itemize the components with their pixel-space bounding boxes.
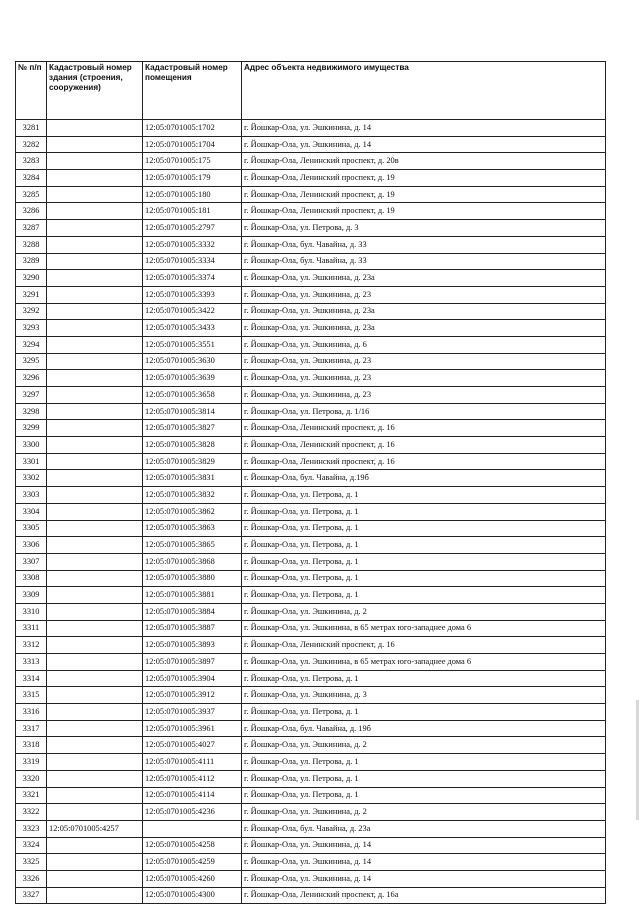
table-row: [16, 336, 606, 353]
address: г. Йошкар-Ола, ул. Эшкинина, д. 23а: [242, 320, 606, 337]
premises-cadastral: 12:05:0701005:3880: [143, 570, 242, 587]
premises-cadastral: 12:05:0701005:3551: [143, 336, 242, 353]
premises-cadastral: 12:05:0701005:3639: [143, 370, 242, 387]
row-index: 3309: [16, 587, 47, 604]
table-row: [16, 136, 606, 153]
address: г. Йошкар-Ола, ул. Петрова, д. 1: [242, 570, 606, 587]
building-cadastral: [47, 303, 143, 320]
table-row: [16, 570, 606, 587]
building-cadastral: [47, 670, 143, 687]
building-cadastral: [47, 570, 143, 587]
building-cadastral: [47, 286, 143, 303]
header-index: № п/п: [16, 62, 47, 120]
premises-cadastral: 12:05:0701005:3904: [143, 670, 242, 687]
row-index: 3324: [16, 837, 47, 854]
row-index: 3291: [16, 286, 47, 303]
table-row: [16, 270, 606, 287]
building-cadastral: [47, 437, 143, 454]
building-cadastral: [47, 186, 143, 203]
premises-cadastral: 12:05:0701005:3829: [143, 453, 242, 470]
address: г. Йошкар-Ола, Ленинский проспект, д. 20в: [242, 153, 606, 170]
table-row: [16, 220, 606, 237]
building-cadastral: [47, 420, 143, 437]
address: г. Йошкар-Ола, Ленинский проспект, д. 19: [242, 203, 606, 220]
address: г. Йошкар-Ола, ул. Эшкинина, д. 2: [242, 804, 606, 821]
address: г. Йошкар-Ола, ул. Петрова, д. 1: [242, 770, 606, 787]
table-row: [16, 286, 606, 303]
table-row: [16, 620, 606, 637]
premises-cadastral: 12:05:0701005:4112: [143, 770, 242, 787]
table-row: [16, 670, 606, 687]
premises-cadastral: 12:05:0701005:3332: [143, 236, 242, 253]
address: г. Йошкар-Ола, ул. Петрова, д. 1: [242, 670, 606, 687]
address: г. Йошкар-Ола, ул. Эшкинина, д. 2: [242, 737, 606, 754]
table-row: [16, 754, 606, 771]
building-cadastral: [47, 470, 143, 487]
address: г. Йошкар-Ола, Ленинский проспект, д. 19: [242, 186, 606, 203]
table-row: [16, 704, 606, 721]
building-cadastral: [47, 804, 143, 821]
building-cadastral: [47, 253, 143, 270]
address: г. Йошкар-Ола, ул. Петрова, д. 1: [242, 704, 606, 721]
row-index: 3322: [16, 804, 47, 821]
row-index: 3285: [16, 186, 47, 203]
premises-cadastral: [143, 820, 242, 837]
premises-cadastral: 12:05:0701005:3863: [143, 520, 242, 537]
premises-cadastral: 12:05:0701005:181: [143, 203, 242, 220]
table-row: [16, 537, 606, 554]
table-row: [16, 637, 606, 654]
premises-cadastral: 12:05:0701005:3658: [143, 387, 242, 404]
premises-cadastral: 12:05:0701005:179: [143, 170, 242, 187]
table-row: [16, 487, 606, 504]
building-cadastral: [47, 120, 143, 137]
row-index: 3289: [16, 253, 47, 270]
header-building-cadastral: Кадастровый номер здания (строения, сооружения): [47, 62, 143, 120]
address: г. Йошкар-Ола, Ленинский проспект, д. 16: [242, 420, 606, 437]
address: г. Йошкар-Ола, ул. Эшкинина, д. 23: [242, 370, 606, 387]
row-index: 3326: [16, 870, 47, 887]
building-cadastral: [47, 520, 143, 537]
row-index: 3282: [16, 136, 47, 153]
premises-cadastral: 12:05:0701005:175: [143, 153, 242, 170]
row-index: 3299: [16, 420, 47, 437]
building-cadastral: [47, 837, 143, 854]
address: г. Йошкар-Ола, ул. Эшкинина, д. 23а: [242, 303, 606, 320]
building-cadastral: [47, 370, 143, 387]
address: г. Йошкар-Ола, ул. Эшкинина, д. 23а: [242, 270, 606, 287]
row-index: 3307: [16, 553, 47, 570]
address: г. Йошкар-Ола, ул. Эшкинина, д. 14: [242, 854, 606, 871]
building-cadastral: [47, 587, 143, 604]
premises-cadastral: 12:05:0701005:3433: [143, 320, 242, 337]
table-row: [16, 120, 606, 137]
building-cadastral: [47, 754, 143, 771]
premises-cadastral: 12:05:0701005:3393: [143, 286, 242, 303]
address: г. Йошкар-Ола, ул. Петрова, д. 1: [242, 553, 606, 570]
row-index: 3286: [16, 203, 47, 220]
table-row: [16, 186, 606, 203]
premises-cadastral: 12:05:0701005:3961: [143, 720, 242, 737]
premises-cadastral: 12:05:0701005:3832: [143, 487, 242, 504]
premises-cadastral: 12:05:0701005:4027: [143, 737, 242, 754]
row-index: 3325: [16, 854, 47, 871]
address: г. Йошкар-Ола, ул. Эшкинина, в 65 метрах юго-западнее дома 6: [242, 620, 606, 637]
premises-cadastral: 12:05:0701005:3422: [143, 303, 242, 320]
table-row: [16, 870, 606, 887]
table-row: [16, 437, 606, 454]
address: г. Йошкар-Ола, бул. Чавайна, д.19б: [242, 470, 606, 487]
table-header: [16, 62, 606, 120]
row-index: 3298: [16, 403, 47, 420]
address: г. Йошкар-Ола, Ленинский проспект, д. 16: [242, 453, 606, 470]
table-row: [16, 737, 606, 754]
building-cadastral: [47, 203, 143, 220]
premises-cadastral: 12:05:0701005:3884: [143, 603, 242, 620]
premises-cadastral: 12:05:0701005:180: [143, 186, 242, 203]
header-address: Адрес объекта недвижимого имущества: [242, 62, 606, 120]
address: г. Йошкар-Ола, ул. Петрова, д. 1: [242, 520, 606, 537]
building-cadastral: [47, 503, 143, 520]
table-row: [16, 236, 606, 253]
building-cadastral: [47, 787, 143, 804]
row-index: 3288: [16, 236, 47, 253]
row-index: 3323: [16, 820, 47, 837]
table-row: [16, 603, 606, 620]
address: г. Йошкар-Ола, ул. Эшкинина, д. 23: [242, 286, 606, 303]
address: г. Йошкар-Ола, ул. Эшкинина, д. 14: [242, 120, 606, 137]
building-cadastral: [47, 336, 143, 353]
row-index: 3317: [16, 720, 47, 737]
premises-cadastral: 12:05:0701005:4259: [143, 854, 242, 871]
premises-cadastral: 12:05:0701005:1702: [143, 120, 242, 137]
premises-cadastral: 12:05:0701005:3862: [143, 503, 242, 520]
table-row: [16, 503, 606, 520]
table-row: [16, 804, 606, 821]
table-row: [16, 303, 606, 320]
table-row: [16, 387, 606, 404]
table-row: [16, 353, 606, 370]
row-index: 3303: [16, 487, 47, 504]
premises-cadastral: 12:05:0701005:3912: [143, 687, 242, 704]
premises-cadastral: 12:05:0701005:4300: [143, 887, 242, 904]
premises-cadastral: 12:05:0701005:4258: [143, 837, 242, 854]
row-index: 3313: [16, 654, 47, 671]
building-cadastral: [47, 704, 143, 721]
building-cadastral: [47, 236, 143, 253]
address: г. Йошкар-Ола, ул. Эшкинина, д. 3: [242, 687, 606, 704]
building-cadastral: [47, 487, 143, 504]
premises-cadastral: 12:05:0701005:3374: [143, 270, 242, 287]
premises-cadastral: 12:05:0701005:3893: [143, 637, 242, 654]
address: г. Йошкар-Ола, бул. Чавайна, д. 33: [242, 236, 606, 253]
row-index: 3311: [16, 620, 47, 637]
address: г. Йошкар-Ола, Ленинский проспект, д. 16а: [242, 887, 606, 904]
address: г. Йошкар-Ола, Ленинский проспект, д. 19: [242, 170, 606, 187]
address: г. Йошкар-Ола, ул. Петрова, д. 1/16: [242, 403, 606, 420]
row-index: 3294: [16, 336, 47, 353]
building-cadastral: [47, 720, 143, 737]
row-index: 3310: [16, 603, 47, 620]
row-index: 3316: [16, 704, 47, 721]
address: г. Йошкар-Ола, бул. Чавайна, д. 33: [242, 253, 606, 270]
address: г. Йошкар-Ола, Ленинский проспект, д. 16: [242, 437, 606, 454]
building-cadastral: [47, 270, 143, 287]
table-row: [16, 253, 606, 270]
building-cadastral: [47, 637, 143, 654]
header-row: [16, 62, 606, 120]
address: г. Йошкар-Ола, ул. Петрова, д. 1: [242, 487, 606, 504]
building-cadastral: [47, 737, 143, 754]
premises-cadastral: 12:05:0701005:4111: [143, 754, 242, 771]
table-row: [16, 203, 606, 220]
building-cadastral: [47, 603, 143, 620]
address: г. Йошкар-Ола, Ленинский проспект, д. 16: [242, 637, 606, 654]
row-index: 3304: [16, 503, 47, 520]
table-row: [16, 887, 606, 904]
premises-cadastral: 12:05:0701005:3897: [143, 654, 242, 671]
premises-cadastral: 12:05:0701005:3814: [143, 403, 242, 420]
address: г. Йошкар-Ола, ул. Эшкинина, д. 2: [242, 603, 606, 620]
row-index: 3319: [16, 754, 47, 771]
row-index: 3301: [16, 453, 47, 470]
premises-cadastral: 12:05:0701005:3831: [143, 470, 242, 487]
row-index: 3290: [16, 270, 47, 287]
table-row: [16, 320, 606, 337]
premises-cadastral: 12:05:0701005:3334: [143, 253, 242, 270]
address: г. Йошкар-Ола, ул. Эшкинина, д. 6: [242, 336, 606, 353]
address: г. Йошкар-Ола, бул. Чавайна, д. 23а: [242, 820, 606, 837]
row-index: 3300: [16, 437, 47, 454]
row-index: 3293: [16, 320, 47, 337]
row-index: 3320: [16, 770, 47, 787]
premises-cadastral: 12:05:0701005:3865: [143, 537, 242, 554]
table-row: [16, 520, 606, 537]
row-index: 3315: [16, 687, 47, 704]
row-index: 3312: [16, 637, 47, 654]
table-row: [16, 770, 606, 787]
table-row: [16, 587, 606, 604]
address: г. Йошкар-Ола, ул. Петрова, д. 1: [242, 587, 606, 604]
premises-cadastral: 12:05:0701005:3881: [143, 587, 242, 604]
address: г. Йошкар-Ола, ул. Эшкинина, д. 14: [242, 870, 606, 887]
address: г. Йошкар-Ола, ул. Эшкинина, д. 14: [242, 136, 606, 153]
premises-cadastral: 12:05:0701005:4260: [143, 870, 242, 887]
building-cadastral: [47, 136, 143, 153]
property-registry-table: [15, 61, 606, 904]
address: г. Йошкар-Ола, ул. Петрова, д. 1: [242, 537, 606, 554]
row-index: 3284: [16, 170, 47, 187]
row-index: 3297: [16, 387, 47, 404]
building-cadastral: [47, 870, 143, 887]
premises-cadastral: 12:05:0701005:4236: [143, 804, 242, 821]
row-index: 3308: [16, 570, 47, 587]
table-body: [16, 120, 606, 904]
building-cadastral: 12:05:0701005:4257: [47, 820, 143, 837]
building-cadastral: [47, 220, 143, 237]
premises-cadastral: 12:05:0701005:3937: [143, 704, 242, 721]
address: г. Йошкар-Ола, ул. Петрова, д. 3: [242, 220, 606, 237]
row-index: 3296: [16, 370, 47, 387]
table-row: [16, 787, 606, 804]
premises-cadastral: 12:05:0701005:3887: [143, 620, 242, 637]
building-cadastral: [47, 403, 143, 420]
premises-cadastral: 12:05:0701005:2797: [143, 220, 242, 237]
table-row: [16, 820, 606, 837]
building-cadastral: [47, 153, 143, 170]
table-row: [16, 370, 606, 387]
row-index: 3287: [16, 220, 47, 237]
building-cadastral: [47, 320, 143, 337]
premises-cadastral: 12:05:0701005:4114: [143, 787, 242, 804]
table-row: [16, 453, 606, 470]
row-index: 3302: [16, 470, 47, 487]
row-index: 3306: [16, 537, 47, 554]
table-row: [16, 420, 606, 437]
row-index: 3321: [16, 787, 47, 804]
premises-cadastral: 12:05:0701005:3827: [143, 420, 242, 437]
table-row: [16, 854, 606, 871]
premises-cadastral: 12:05:0701005:3828: [143, 437, 242, 454]
header-premises-cadastral: Кадастровый номер помещения: [143, 62, 242, 120]
address: г. Йошкар-Ола, ул. Петрова, д. 1: [242, 787, 606, 804]
building-cadastral: [47, 553, 143, 570]
row-index: 3327: [16, 887, 47, 904]
building-cadastral: [47, 687, 143, 704]
row-index: 3295: [16, 353, 47, 370]
table-row: [16, 720, 606, 737]
table-row: [16, 687, 606, 704]
building-cadastral: [47, 887, 143, 904]
table-row: [16, 553, 606, 570]
table-row: [16, 470, 606, 487]
row-index: 3292: [16, 303, 47, 320]
row-index: 3283: [16, 153, 47, 170]
table-row: [16, 170, 606, 187]
row-index: 3281: [16, 120, 47, 137]
building-cadastral: [47, 854, 143, 871]
row-index: 3314: [16, 670, 47, 687]
building-cadastral: [47, 654, 143, 671]
address: г. Йошкар-Ола, ул. Эшкинина, д. 23: [242, 387, 606, 404]
premises-cadastral: 12:05:0701005:3630: [143, 353, 242, 370]
address: г. Йошкар-Ола, ул. Петрова, д. 1: [242, 754, 606, 771]
premises-cadastral: 12:05:0701005:3868: [143, 553, 242, 570]
row-index: 3305: [16, 520, 47, 537]
address: г. Йошкар-Ола, ул. Эшкинина, в 65 метрах юго-западнее дома 6: [242, 654, 606, 671]
building-cadastral: [47, 770, 143, 787]
building-cadastral: [47, 453, 143, 470]
building-cadastral: [47, 353, 143, 370]
address: г. Йошкар-Ола, бул. Чавайна, д. 19б: [242, 720, 606, 737]
premises-cadastral: 12:05:0701005:1704: [143, 136, 242, 153]
row-index: 3318: [16, 737, 47, 754]
table-row: [16, 654, 606, 671]
table-row: [16, 837, 606, 854]
building-cadastral: [47, 387, 143, 404]
address: г. Йошкар-Ола, ул. Эшкинина, д. 14: [242, 837, 606, 854]
address: г. Йошкар-Ола, ул. Эшкинина, д. 23: [242, 353, 606, 370]
building-cadastral: [47, 170, 143, 187]
building-cadastral: [47, 620, 143, 637]
address: г. Йошкар-Ола, ул. Петрова, д. 1: [242, 503, 606, 520]
table-row: [16, 153, 606, 170]
building-cadastral: [47, 537, 143, 554]
table-row: [16, 403, 606, 420]
